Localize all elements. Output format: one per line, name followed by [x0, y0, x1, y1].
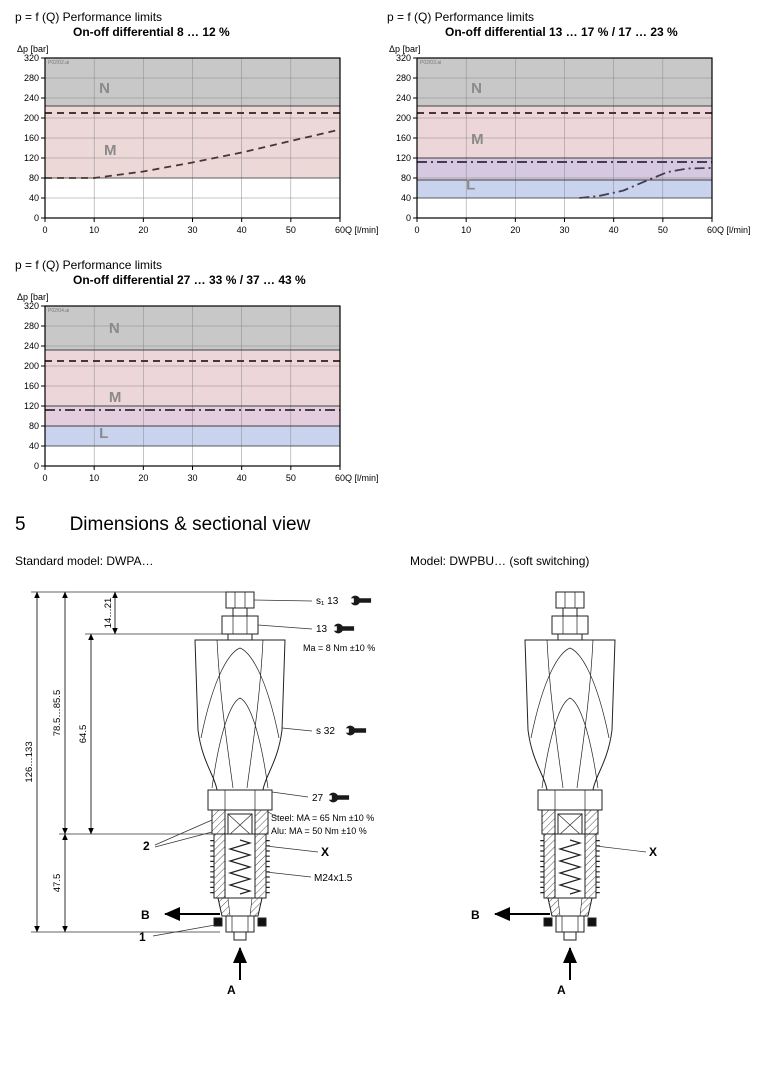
wrench-icon — [345, 726, 366, 736]
svg-text:0: 0 — [405, 213, 411, 223]
svg-text:10: 10 — [89, 225, 100, 235]
empty-cell — [387, 254, 757, 488]
section-number: 5 — [15, 514, 26, 535]
svg-text:320: 320 — [23, 53, 39, 63]
dim-upper: 78.5…85.5 — [52, 689, 63, 737]
valve-body — [195, 592, 285, 940]
svg-text:20: 20 — [510, 225, 521, 235]
svg-text:30: 30 — [187, 225, 198, 235]
label-hex-top: s₁ 13 — [316, 596, 339, 607]
svg-text:40: 40 — [400, 193, 411, 203]
chart-subtitle: On-off differential 27 … 33 % / 37 … 43 % — [73, 273, 306, 287]
svg-text:0: 0 — [42, 225, 48, 235]
svg-text:0: 0 — [414, 225, 420, 235]
svg-text:N: N — [108, 320, 120, 337]
svg-text:240: 240 — [23, 341, 39, 351]
svg-text:240: 240 — [23, 93, 39, 103]
performance-chart-1 — [15, 6, 387, 240]
drawing-block-standard — [15, 546, 410, 1004]
drawing-caption-standard: Standard model: DWPA… — [15, 554, 154, 568]
svg-text:280: 280 — [23, 73, 39, 83]
dim-adjust: 14…21 — [103, 597, 114, 629]
svg-text:10: 10 — [89, 473, 100, 483]
svg-text:40: 40 — [28, 193, 39, 203]
svg-text:Q [l/min]: Q [l/min] — [345, 225, 379, 235]
svg-text:50: 50 — [285, 473, 296, 483]
svg-text:Q [l/min]: Q [l/min] — [717, 225, 751, 235]
port-x-label: X — [321, 845, 330, 859]
svg-text:Q [l/min]: Q [l/min] — [345, 473, 379, 483]
svg-text:120: 120 — [395, 153, 411, 163]
svg-text:P02/04.ai: P02/04.ai — [48, 308, 70, 314]
chart-title: p = f (Q) Performance limits — [15, 258, 163, 272]
wrench-icon — [333, 624, 354, 634]
svg-text:200: 200 — [23, 113, 39, 123]
drawing-block-soft-switching — [410, 546, 750, 1004]
svg-text:200: 200 — [395, 113, 411, 123]
svg-text:40: 40 — [236, 225, 247, 235]
leader-lines — [596, 846, 646, 852]
svg-text:80: 80 — [400, 173, 411, 183]
chart-title: p = f (Q) Performance limits — [387, 10, 535, 24]
svg-text:40: 40 — [608, 225, 619, 235]
performance-charts-section — [15, 6, 757, 488]
svg-text:Δp [bar]: Δp [bar] — [389, 44, 421, 54]
port-a-label: A — [557, 983, 566, 997]
chart-plot-1 — [15, 42, 383, 240]
svg-text:L: L — [466, 176, 476, 194]
performance-chart-3 — [15, 254, 387, 488]
svg-text:N: N — [99, 80, 110, 97]
svg-text:80: 80 — [28, 173, 39, 183]
dim-overall: 126…133 — [24, 741, 35, 783]
svg-text:160: 160 — [395, 133, 411, 143]
item-1-label: 1 — [139, 930, 146, 944]
port-b-label: B — [141, 908, 150, 922]
svg-text:Δp [bar]: Δp [bar] — [17, 44, 49, 54]
svg-text:0: 0 — [42, 473, 48, 483]
svg-text:M: M — [108, 389, 122, 406]
dim-mid: 64.5 — [78, 724, 89, 744]
chart-plot-2 — [387, 42, 755, 240]
section-heading — [15, 514, 757, 536]
label-torque-alu: Alu: MA = 50 Nm ±10 % — [271, 826, 367, 836]
port-b-label: B — [471, 908, 480, 922]
label-torque-steel: Steel: MA = 65 Nm ±10 % — [271, 813, 375, 823]
svg-text:280: 280 — [395, 73, 411, 83]
svg-text:M: M — [104, 142, 117, 159]
valve-body — [525, 592, 615, 940]
section-title: Dimensions & sectional view — [69, 514, 311, 535]
label-hex-mount: 27 — [312, 793, 324, 804]
svg-text:P02/03.ai: P02/03.ai — [420, 60, 442, 66]
svg-text:40: 40 — [236, 473, 247, 483]
svg-text:120: 120 — [23, 153, 39, 163]
svg-text:0: 0 — [33, 213, 39, 223]
svg-text:320: 320 — [23, 301, 39, 311]
svg-text:0: 0 — [33, 461, 39, 471]
valve-drawing-standard — [15, 580, 405, 1004]
svg-text:60: 60 — [334, 225, 346, 235]
svg-text:60: 60 — [334, 473, 346, 483]
dimension-lines — [24, 592, 115, 932]
label-hex-body: s 32 — [316, 726, 335, 737]
dimensions-section — [15, 546, 757, 1004]
svg-text:50: 50 — [657, 225, 668, 235]
svg-text:30: 30 — [559, 225, 570, 235]
svg-text:Δp [bar]: Δp [bar] — [17, 292, 49, 302]
drawing-caption-soft-switching: Model: DWPBU… (soft switching) — [410, 554, 590, 568]
svg-text:160: 160 — [23, 381, 39, 391]
chart-subtitle: On-off differential 8 … 12 % — [73, 25, 230, 39]
chart-plot-3 — [15, 290, 383, 488]
port-a-label: A — [227, 983, 236, 997]
chart-subtitle: On-off differential 13 … 17 % / 17 … 23 % — [445, 25, 678, 39]
item-2-label: 2 — [143, 839, 150, 853]
svg-text:50: 50 — [285, 225, 296, 235]
svg-text:10: 10 — [461, 225, 472, 235]
svg-text:120: 120 — [23, 401, 39, 411]
wrench-icon — [350, 596, 371, 606]
svg-text:N: N — [471, 80, 482, 97]
wrench-icon — [328, 793, 349, 803]
svg-text:L: L — [99, 425, 109, 442]
valve-drawing-soft-switching — [410, 580, 750, 1004]
label-thread: M24x1.5 — [314, 873, 353, 884]
svg-text:280: 280 — [23, 321, 39, 331]
svg-text:20: 20 — [138, 473, 149, 483]
port-x-label: X — [649, 845, 658, 859]
dim-lower: 47.5 — [52, 873, 63, 893]
svg-text:60: 60 — [706, 225, 718, 235]
svg-text:160: 160 — [23, 133, 39, 143]
svg-text:40: 40 — [28, 441, 39, 451]
svg-text:20: 20 — [138, 225, 149, 235]
svg-text:320: 320 — [395, 53, 411, 63]
svg-text:240: 240 — [395, 93, 411, 103]
svg-text:P02/02.ai: P02/02.ai — [48, 60, 70, 66]
svg-text:M: M — [471, 131, 484, 148]
chart-title: p = f (Q) Performance limits — [15, 10, 163, 24]
label-torque-top: Ma = 8 Nm ±10 % — [303, 643, 376, 653]
svg-text:200: 200 — [23, 361, 39, 371]
performance-chart-2 — [387, 6, 757, 240]
svg-text:30: 30 — [187, 473, 198, 483]
label-hex-lock: 13 — [316, 624, 328, 635]
svg-text:80: 80 — [28, 421, 39, 431]
